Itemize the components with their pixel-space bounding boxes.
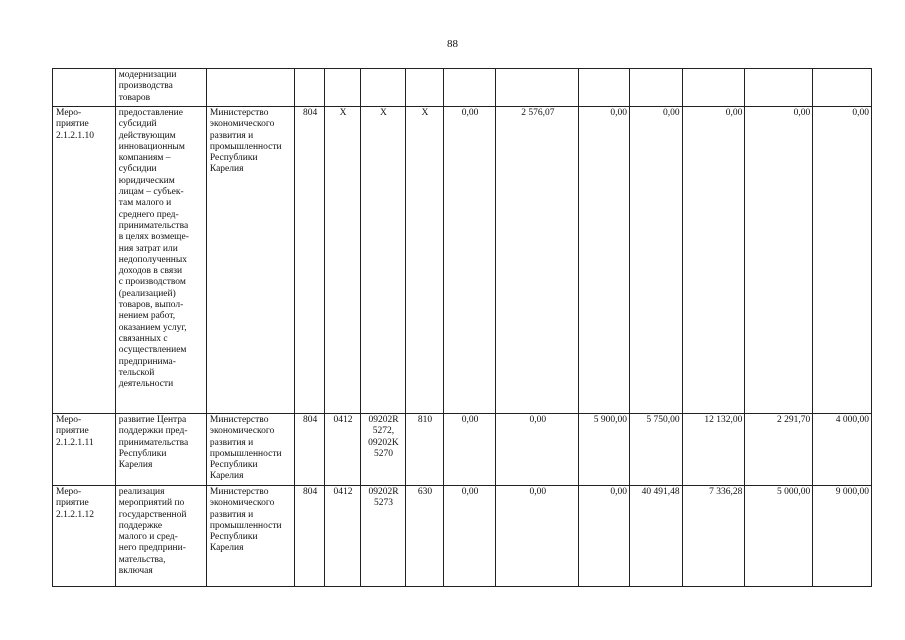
target-article-cell [360,107,406,414]
target-article-cell-line: 09202K [368,437,399,448]
target-article-cell-line: 09202R [368,415,399,425]
amount-cell-5 [682,69,745,107]
amount-cell-4: 0,00 [629,107,682,414]
measure-description-cell-line: (реализацией) [118,288,176,299]
measure-description-cell-line: включая [118,566,153,577]
measure-description-cell-line: субсидии [118,164,157,175]
measure-description-cell-line: предпринима- [118,356,176,367]
amount-cell-2: 0,00 [496,486,579,587]
measure-description-cell-line: предоставление [118,108,183,118]
responsible-executor-cell-line: экономического [209,119,275,130]
measure-description-cell-line: мательства, [118,554,166,565]
amount-cell-6: 2 291,70 [745,414,813,486]
measure-label-cell-line: приятие [56,426,89,437]
measure-description-cell-line: оказанием услуг, [118,322,187,333]
section-code-cell: 0412 [325,486,360,587]
responsible-executor-cell [206,69,294,107]
responsible-executor-cell-line: развития и [209,130,254,141]
measure-label-cell-line: 2.1.2.1.11 [56,437,94,448]
expense-type-cell: X [406,107,443,414]
amount-cell-1: 0,00 [443,486,496,587]
measure-description-cell-line: принимательства [118,220,189,231]
amount-cell-7: 0,00 [813,107,872,414]
measure-description-cell-line: юридическим [118,175,175,186]
measure-description-cell-line: связанных с [118,333,168,344]
amount-cell-1: 0,00 [443,107,496,414]
page-number: 88 [447,38,458,50]
expense-type-cell: 630 [406,486,443,587]
measure-description-cell-line: тельской [118,367,155,378]
table-row [53,69,872,107]
responsible-executor-cell [206,107,294,414]
amount-cell-6 [745,69,813,107]
measure-label-cell-line: Меро- [56,415,82,425]
measure-description-cell-line: Карелия [118,460,153,471]
table-row [53,414,872,486]
responsible-executor-cell-line: Республики [209,153,258,164]
measure-description-cell-line: поддержки пред- [118,426,188,437]
responsible-executor-cell-line: Карелия [209,471,244,482]
amount-cell-6: 5 000,00 [745,486,813,587]
grbs-code-cell: 804 [294,486,324,587]
target-article-cell [360,414,406,486]
responsible-executor-cell-line: Карелия [209,164,244,175]
measure-description-cell [115,414,206,486]
measure-description-cell-line: товаров [118,92,151,103]
measure-description-cell [115,486,206,587]
target-article-cell [360,69,406,107]
measure-description-cell-line: принимательства [118,437,189,448]
amount-cell-1: 0,00 [443,414,496,486]
amount-cell-6: 0,00 [745,107,813,414]
responsible-executor-cell-line: Министерство [209,487,269,497]
responsible-executor-cell-line: Республики [209,532,258,543]
measure-description-cell-line: реализация [118,487,165,497]
amount-cell-7 [813,69,872,107]
measure-label-cell-line: приятие [56,119,89,130]
measure-description-cell-line: развитие Центра [118,415,187,425]
measure-label-cell [53,69,116,107]
amount-cell-1 [443,69,496,107]
measure-label-cell [53,414,116,486]
measure-label-cell-line: приятие [56,498,89,509]
measure-description-cell-line: действующим [118,130,176,141]
expense-type-cell [406,69,443,107]
measure-description-cell-line: доходов в связи [118,266,183,277]
measure-description-cell-line: ния затрат или [118,243,178,254]
responsible-executor-cell-line: Карелия [209,543,244,554]
measure-description-cell-line: малого и сред- [118,532,178,543]
amount-cell-7: 4 000,00 [813,414,872,486]
amount-cell-3: 0,00 [579,107,630,414]
grbs-code-cell [294,69,324,107]
target-article-cell-line: 5272, [372,426,395,437]
target-article-cell-line: 5273 [373,498,393,509]
amount-cell-5: 12 132,00 [682,414,745,486]
responsible-executor-cell [206,486,294,587]
measure-label-cell-line: Меро- [56,487,82,497]
responsible-executor-cell-line: Министерство [209,415,269,425]
measure-description-cell-line: нением работ, [118,311,176,322]
measure-description-cell-line: компаниям – [118,153,171,164]
amount-cell-4: 40 491,48 [629,486,682,587]
amount-cell-4 [629,69,682,107]
responsible-executor-cell-line: развития и [209,509,254,520]
responsible-executor-cell-line: промышленности [209,141,282,152]
expense-type-cell: 810 [406,414,443,486]
measure-description-cell-line: осуществлением [118,345,187,356]
responsible-executor-cell-line: экономического [209,498,275,509]
measure-description-cell-line: недополученных [118,254,188,265]
target-article-cell [360,486,406,587]
target-article-cell-line: 09202R [368,487,399,497]
measure-description-cell-line: лицам – субъек- [118,187,184,198]
measure-description-cell-line: производства [118,81,173,92]
responsible-executor-cell-line: промышленности [209,520,282,531]
responsible-executor-cell-line: развития и [209,437,254,448]
responsible-executor-cell-line: Республики [209,460,258,471]
measure-label-cell-line: Меро- [56,108,82,118]
amount-cell-2: 0,00 [496,414,579,486]
table-row [53,107,872,414]
amount-cell-5: 7 336,28 [682,486,745,587]
amount-cell-7: 9 000,00 [813,486,872,587]
table-row [53,486,872,587]
measure-description-cell [115,69,206,107]
target-article-cell-line: 5270 [373,448,393,459]
measure-description-cell-line: модернизации [118,70,177,80]
target-article-cell-line: X [380,108,387,118]
amount-cell-3: 0,00 [579,486,630,587]
measure-description-cell [115,107,206,414]
measure-description-cell-line: него предприни- [118,543,186,554]
measure-description-cell-line: инновационным [118,141,185,152]
measure-description-cell-line: деятельности [118,379,174,390]
amount-cell-2: 2 576,07 [496,107,579,414]
grbs-code-cell: 804 [294,414,324,486]
measure-description-cell-line: в целях возмеще- [118,232,189,243]
amount-cell-5: 0,00 [682,107,745,414]
amount-cell-3: 5 900,00 [579,414,630,486]
measure-description-cell-line: государственной [118,509,187,520]
responsible-executor-cell-line: Министерство [209,108,269,118]
amount-cell-3 [579,69,630,107]
section-code-cell: X [325,107,360,414]
measure-label-cell [53,486,116,587]
measure-description-cell-line: субсидий [118,119,157,130]
measure-label-cell-line: 2.1.2.1.10 [56,130,94,141]
measure-label-cell [53,107,116,414]
measure-description-cell-line: среднего пред- [118,209,179,220]
responsible-executor-cell-line: промышленности [209,448,282,459]
grbs-code-cell: 804 [294,107,324,414]
budget-table [52,68,872,587]
responsible-executor-cell-line: экономического [209,426,275,437]
measure-description-cell-line: Республики [118,448,167,459]
measure-label-cell-line: 2.1.2.1.12 [56,509,94,520]
measure-description-cell-line: товаров, выпол- [118,300,184,311]
measure-description-cell-line: с производством [118,277,186,288]
measure-description-cell-line: там малого и [118,198,172,209]
amount-cell-4: 5 750,00 [629,414,682,486]
responsible-executor-cell [206,414,294,486]
measure-description-cell-line: мероприятий по [118,498,185,509]
measure-description-cell-line: поддержке [118,520,163,531]
section-code-cell [325,69,360,107]
section-code-cell: 0412 [325,414,360,486]
amount-cell-2 [496,69,579,107]
